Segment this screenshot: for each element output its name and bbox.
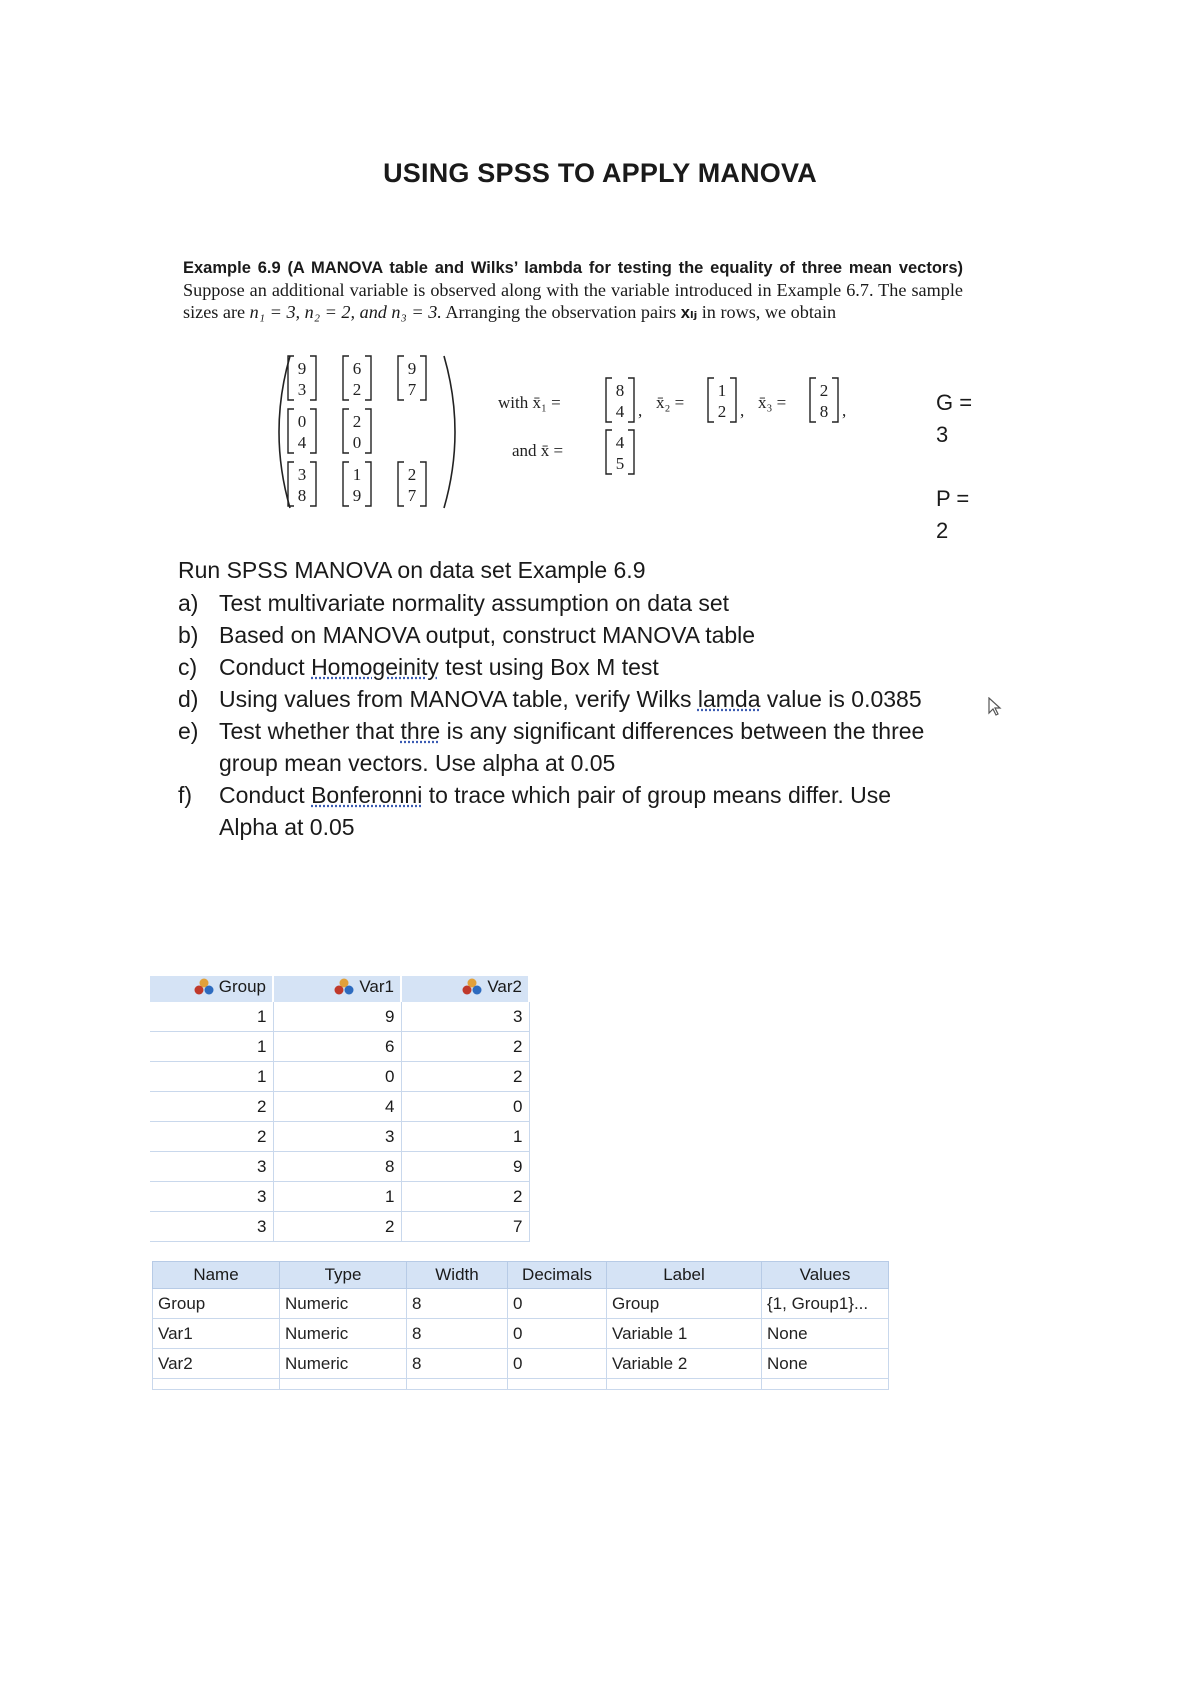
table-row <box>153 1319 889 1349</box>
variable-cell[interactable]: 0 <box>508 1289 607 1319</box>
bracket-right <box>365 356 371 400</box>
variable-cell[interactable]: Var1 <box>153 1319 280 1349</box>
mean-label: x̄₂ = <box>656 393 685 412</box>
column-label: Var1 <box>359 977 394 996</box>
page-title: USING SPSS TO APPLY MANOVA <box>383 158 817 188</box>
bracket-left <box>708 378 714 422</box>
comma: , <box>638 401 643 420</box>
p-value: 2 <box>936 518 949 543</box>
variable-cell[interactable]: {1, Group1}... <box>762 1289 889 1319</box>
table-row <box>150 1152 529 1182</box>
column-header[interactable]: Name <box>153 1262 280 1289</box>
bracket-left <box>343 409 349 453</box>
example-xlj: xₗⱼ <box>680 304 698 322</box>
data-cell[interactable]: 2 <box>401 1182 529 1212</box>
variable-cell[interactable]: 8 <box>407 1289 508 1319</box>
variable-cell[interactable]: Numeric <box>280 1289 407 1319</box>
p-label: P = <box>936 486 970 511</box>
table-row <box>150 1182 529 1212</box>
empty-cell[interactable] <box>607 1379 762 1390</box>
task-letter: f) <box>178 782 193 808</box>
data-cell[interactable]: 1 <box>150 1002 273 1032</box>
data-cell[interactable]: 1 <box>401 1122 529 1152</box>
task-item <box>178 619 938 651</box>
bracket-left <box>343 356 349 400</box>
bracket-right <box>310 462 316 506</box>
table-row <box>150 1212 529 1242</box>
vector-entry: 4 <box>615 433 625 452</box>
variable-cell[interactable]: Group <box>153 1289 280 1319</box>
matrix-cell <box>288 409 316 453</box>
task-list <box>178 554 938 843</box>
data-cell[interactable]: 2 <box>150 1122 273 1152</box>
grand-mean-vector <box>606 430 634 474</box>
data-cell[interactable]: 2 <box>150 1092 273 1122</box>
vector-entry: 8 <box>819 402 829 421</box>
mean-vector <box>606 378 634 422</box>
column-header[interactable] <box>273 976 401 1002</box>
spelling-underlined-word: lamda <box>697 686 761 712</box>
task-text: Based on MANOVA output, construct MANOVA table <box>219 622 756 648</box>
vector-entry: 6 <box>352 359 362 378</box>
g-label: G = <box>936 390 973 415</box>
empty-row <box>153 1379 889 1390</box>
bracket-right <box>365 462 371 506</box>
variable-cell[interactable]: Numeric <box>280 1319 407 1349</box>
mean-vector <box>810 378 838 422</box>
task-letter: e) <box>178 718 199 744</box>
data-cell[interactable]: 0 <box>401 1092 529 1122</box>
data-cell[interactable]: 1 <box>150 1032 273 1062</box>
matrix-cell <box>343 409 371 453</box>
vector-entry: 0 <box>297 412 307 431</box>
column-header[interactable]: Values <box>762 1262 889 1289</box>
bracket-right <box>310 409 316 453</box>
vector-entry: 2 <box>407 465 417 484</box>
comma: , <box>740 401 745 420</box>
table-row <box>150 1092 529 1122</box>
matrix-cell <box>288 356 316 400</box>
task-letter: a) <box>178 590 199 616</box>
bracket-left <box>810 378 816 422</box>
task-text: Using values from MANOVA table, verify Wilks lamda value is 0.0385 <box>219 686 922 712</box>
variable-cell[interactable]: Variable 2 <box>607 1349 762 1379</box>
empty-cell[interactable] <box>280 1379 407 1390</box>
spss-variable-view <box>152 1261 889 1390</box>
with-label: with x̄₁ = <box>498 393 561 412</box>
table-row <box>150 1122 529 1152</box>
column-header[interactable]: Decimals <box>508 1262 607 1289</box>
vector-entry: 1 <box>352 465 362 484</box>
mouse-pointer-icon <box>988 697 1002 717</box>
vector-entry: 9 <box>407 359 417 378</box>
data-cell[interactable]: 2 <box>401 1032 529 1062</box>
bracket-left <box>288 462 294 506</box>
column-header[interactable]: Label <box>607 1262 762 1289</box>
task-intro: Run SPSS MANOVA on data set Example 6.9 <box>178 557 646 583</box>
bracket-right <box>628 430 634 474</box>
matrix-cell <box>343 462 371 506</box>
task-item <box>178 651 938 683</box>
data-cell[interactable]: 9 <box>401 1152 529 1182</box>
variable-view-body <box>153 1289 889 1390</box>
data-cell[interactable]: 8 <box>273 1152 401 1182</box>
column-header[interactable] <box>401 976 529 1002</box>
data-cell[interactable]: 4 <box>273 1092 401 1122</box>
variable-cell[interactable]: 8 <box>407 1319 508 1349</box>
paren-right <box>444 356 455 508</box>
bracket-left <box>343 462 349 506</box>
vector-entry: 9 <box>297 359 307 378</box>
task-letter: b) <box>178 622 199 648</box>
matrix-cell <box>288 462 316 506</box>
data-cell[interactable]: 3 <box>273 1122 401 1152</box>
bracket-left <box>398 356 404 400</box>
bracket-right <box>310 356 316 400</box>
bracket-left <box>606 430 612 474</box>
task-items <box>178 587 938 843</box>
example-heading: Example 6.9 <box>183 259 281 277</box>
task-text: Test multivariate normality assumption on data set <box>219 590 730 616</box>
example-text-2: Arranging the observation pairs <box>445 302 677 322</box>
data-cell[interactable]: 0 <box>273 1062 401 1092</box>
spelling-underlined-word: Homogeinity <box>311 654 439 680</box>
matrix-cell <box>398 356 426 400</box>
variable-cell[interactable]: None <box>762 1349 889 1379</box>
data-view-body <box>150 1002 529 1242</box>
task-item <box>178 587 938 619</box>
example-text-3: in rows, we obtain <box>701 302 837 322</box>
example-text-1: Suppose an additional variable is observed along with the variable introduced in Example 6.7. The sample sizes are <box>183 280 963 322</box>
task-text: Conduct Bonferonni to trace which pair of group means differ. Use Alpha at 0.05 <box>219 782 892 840</box>
observation-matrix <box>270 352 910 512</box>
variable-cell[interactable]: 0 <box>508 1319 607 1349</box>
data-cell[interactable]: 6 <box>273 1032 401 1062</box>
task-letter: d) <box>178 686 199 712</box>
vector-entry: 0 <box>352 433 362 452</box>
task-text: Conduct Homogeinity test using Box M test <box>219 654 659 680</box>
data-cell[interactable]: 1 <box>150 1062 273 1092</box>
bracket-right <box>628 378 634 422</box>
column-label: Var2 <box>487 977 522 996</box>
data-cell[interactable]: 7 <box>401 1212 529 1242</box>
vector-entry: 4 <box>615 402 625 421</box>
variable-cell[interactable]: None <box>762 1319 889 1349</box>
means-group <box>498 378 846 474</box>
mean-vector <box>708 378 736 422</box>
example-sizes: n₁ = 3, n₂ = 2, and n₃ = 3. <box>249 302 442 322</box>
bracket-left <box>288 409 294 453</box>
variable-cell[interactable]: Var2 <box>153 1349 280 1379</box>
scale-measure-icon <box>333 978 355 996</box>
task-text: Test whether that thre is any significant differences between the three group mean vectors. Use alpha at 0.05 <box>219 718 925 776</box>
matrix-cell <box>343 356 371 400</box>
bracket-left <box>606 378 612 422</box>
table-row <box>150 1032 529 1062</box>
variable-view-header <box>153 1262 889 1289</box>
bracket-right <box>420 356 426 400</box>
table-row <box>153 1289 889 1319</box>
example-paragraph <box>183 256 963 324</box>
data-cell[interactable]: 3 <box>150 1152 273 1182</box>
table-row <box>150 1002 529 1032</box>
comma: , <box>842 401 847 420</box>
bracket-left <box>398 462 404 506</box>
vector-entry: 3 <box>297 380 307 399</box>
bracket-right <box>365 409 371 453</box>
example-heading-paren: (A MANOVA table and Wilks’ lambda for testing the equality of three mean vectors) <box>287 259 964 277</box>
scale-measure-icon <box>193 978 215 996</box>
vector-entry: 4 <box>297 433 307 452</box>
data-cell[interactable]: 9 <box>273 1002 401 1032</box>
variable-cell[interactable]: Group <box>607 1289 762 1319</box>
data-cell[interactable]: 3 <box>150 1182 273 1212</box>
and-label: and x̄ = <box>512 441 564 460</box>
vector-entry: 7 <box>407 380 417 399</box>
variable-cell[interactable]: 0 <box>508 1349 607 1379</box>
data-cell[interactable]: 3 <box>150 1212 273 1242</box>
spelling-underlined-word: Bonferonni <box>311 782 423 808</box>
vector-entry: 8 <box>615 381 625 400</box>
data-view-header <box>150 976 529 1002</box>
data-cell[interactable]: 3 <box>401 1002 529 1032</box>
task-letter: c) <box>178 654 198 680</box>
variable-cell[interactable]: Numeric <box>280 1349 407 1379</box>
data-cell[interactable]: 2 <box>401 1062 529 1092</box>
column-header[interactable]: Width <box>407 1262 508 1289</box>
bracket-right <box>420 462 426 506</box>
empty-cell[interactable] <box>508 1379 607 1390</box>
variable-cell[interactable]: 8 <box>407 1349 508 1379</box>
variable-cell[interactable]: Variable 1 <box>607 1319 762 1349</box>
vector-entry: 8 <box>297 486 307 505</box>
vector-entry: 2 <box>717 402 727 421</box>
vector-entry: 9 <box>352 486 362 505</box>
empty-cell[interactable] <box>762 1379 889 1390</box>
vector-entry: 1 <box>717 381 727 400</box>
data-cell[interactable]: 1 <box>273 1182 401 1212</box>
spss-data-view <box>150 976 530 1242</box>
task-item <box>178 715 938 779</box>
column-header[interactable] <box>150 976 273 1002</box>
bracket-right <box>730 378 736 422</box>
vector-entry: 2 <box>352 380 362 399</box>
scale-measure-icon <box>461 978 483 996</box>
table-row <box>153 1349 889 1379</box>
empty-cell[interactable] <box>407 1379 508 1390</box>
matrix-group <box>279 356 455 508</box>
column-header[interactable]: Type <box>280 1262 407 1289</box>
vector-entry: 3 <box>297 465 307 484</box>
column-label: Group <box>218 977 266 996</box>
empty-cell[interactable] <box>153 1379 280 1390</box>
vector-entry: 5 <box>615 454 625 473</box>
spelling-underlined-word: thre <box>400 718 441 744</box>
g-value: 3 <box>936 422 949 447</box>
task-item <box>178 779 938 843</box>
task-item <box>178 683 938 715</box>
mean-label: x̄₃ = <box>758 393 787 412</box>
data-cell[interactable]: 2 <box>273 1212 401 1242</box>
vector-entry: 7 <box>407 486 417 505</box>
vector-entry: 2 <box>819 381 829 400</box>
vector-entry: 2 <box>352 412 362 431</box>
bracket-right <box>832 378 838 422</box>
table-row <box>150 1062 529 1092</box>
matrix-cell <box>398 462 426 506</box>
